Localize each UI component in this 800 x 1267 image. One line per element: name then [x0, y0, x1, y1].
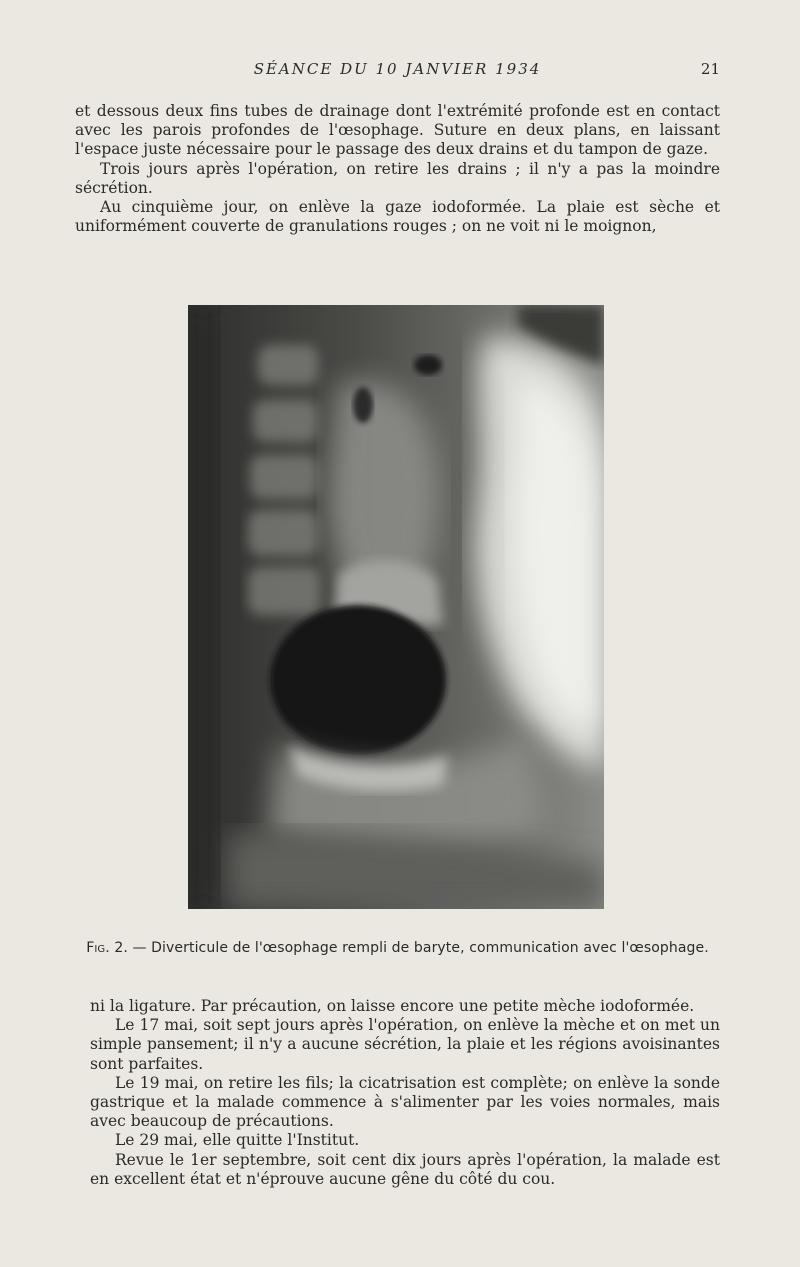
header-title: SÉANCE DU 10 JANVIER 1934: [253, 60, 542, 78]
paragraph: Le 17 mai, soit sept jours après l'opération, on enlève la mèche et on met un simple pansement; il n'y a aucune sécrétion, la plaie et les régions avoisinantes sont parfaites.: [90, 1016, 720, 1073]
figure-label: Fig. 2.: [86, 940, 128, 956]
xray-figure: [188, 305, 604, 909]
figure-caption: [75, 940, 720, 956]
paragraph: Revue le 1er septembre, soit cent dix jours après l'opération, la malade est en excellent état et n'éprouve aucune gêne du côté du cou.: [90, 1150, 720, 1188]
paragraph: Au cinquième jour, on enlève la gaze iodoformée. La plaie est sèche et uniformément couverte de granulations rouges ; on ne voit ni le moignon,: [75, 198, 720, 236]
figure-caption-text: — Diverticule de l'œsophage rempli de baryte, communication avec l'œsophage.: [127, 940, 709, 956]
paragraph: et dessous deux fins tubes de drainage dont l'extrémité profonde est en contact avec les parois profondes de l'œsophage. Suture en deux plans, en laissant l'espace juste nécessaire pour le passage des deux drains et du tampon de gaze.: [75, 102, 720, 159]
paragraph: Le 19 mai, on retire les fils; la cicatrisation est complète; on enlève la sonde gastrique et la malade commence à s'alimenter par les voies normales, mais avec beaucoup de précautions.: [90, 1073, 720, 1131]
bottom-text-block: [90, 997, 720, 1189]
running-header: [75, 60, 720, 82]
paragraph: Le 29 mai, elle quitte l'Institut.: [115, 1131, 360, 1150]
top-text-block: [75, 102, 720, 236]
paragraph: Trois jours après l'opération, on retire les drains ; il n'y a pas la moindre sécrétion.: [75, 159, 720, 197]
xray-image: [188, 305, 604, 909]
paragraph: ni la ligature. Par précaution, on laisse encore une petite mèche iodoformée.: [90, 997, 695, 1015]
page-number: 21: [700, 60, 720, 78]
